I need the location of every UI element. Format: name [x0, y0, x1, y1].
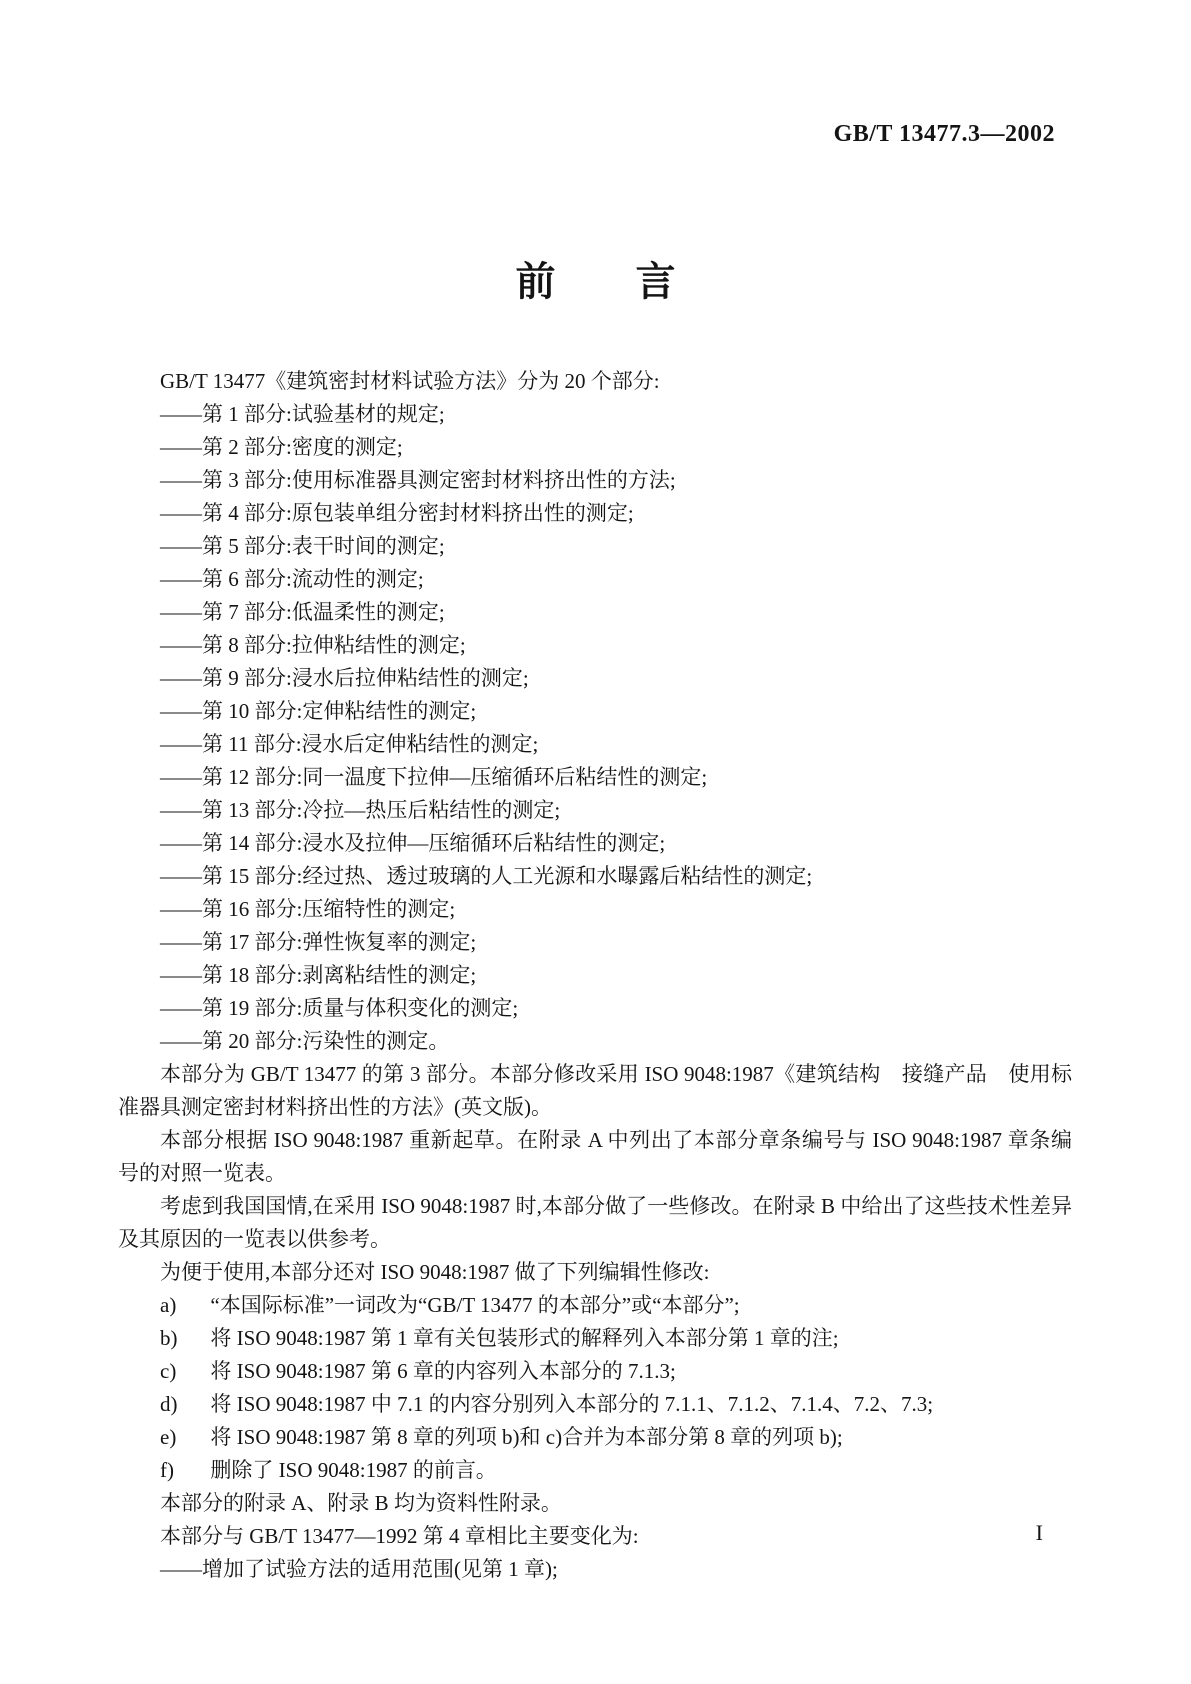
list-item-label: e)	[160, 1425, 177, 1449]
closing-paragraph: 本部分的附录 A、附录 B 均为资料性附录。	[160, 1491, 562, 1515]
foreword-paragraph: 本部分为 GB/T 13477 的第 3 部分。本部分修改采用 ISO 9048:1987《建筑结构 接缝产品 使用标准器具测定密封材料挤出性的方法》(英文版)。	[118, 1062, 1072, 1119]
part-list-item: ——第 19 部分:质量与体积变化的测定;	[160, 996, 519, 1020]
editorial-change-item	[118, 1322, 1072, 1355]
list-item-label: f)	[160, 1458, 174, 1482]
page-number: I	[1035, 1520, 1043, 1545]
editorial-change-item	[118, 1421, 1072, 1454]
part-list-item: ——第 2 部分:密度的测定;	[160, 435, 403, 459]
part-list-item: ——第 7 部分:低温柔性的测定;	[160, 600, 445, 624]
editorial-change-item	[118, 1388, 1072, 1421]
foreword-paragraph: 考虑到我国国情,在采用 ISO 9048:1987 时,本部分做了一些修改。在附录 B 中给出了这些技术性差异及其原因的一览表以供参考。	[118, 1194, 1072, 1251]
part-list-item: ——第 3 部分:使用标准器具测定密封材料挤出性的方法;	[160, 468, 676, 492]
part-list-item: ——第 11 部分:浸水后定伸粘结性的测定;	[160, 732, 539, 756]
part-list-item: ——第 9 部分:浸水后拉伸粘结性的测定;	[160, 666, 529, 690]
closing-paragraphs	[118, 1487, 1072, 1553]
part-list-item: ——第 1 部分:试验基材的规定;	[160, 402, 445, 426]
list-item-text: 将 ISO 9048:1987 中 7.1 的内容分别列入本部分的 7.1.1、7.1.2、7.1.4、7.2、7.3;	[210, 1392, 934, 1416]
part-list-item: ——第 15 部分:经过热、透过玻璃的人工光源和水曝露后粘结性的测定;	[160, 864, 813, 888]
revision-changes-list	[118, 1553, 1072, 1586]
list-item-text: 将 ISO 9048:1987 第 8 章的列项 b)和 c)合并为本部分第 8 章的列项 b);	[210, 1425, 843, 1449]
list-item-label: a)	[160, 1293, 177, 1317]
list-item-text: 将 ISO 9048:1987 第 6 章的内容列入本部分的 7.1.3;	[210, 1359, 676, 1383]
list-item-text: 删除了 ISO 9048:1987 的前言。	[210, 1458, 497, 1482]
editorial-change-item	[118, 1454, 1072, 1487]
list-item-label: d)	[160, 1392, 178, 1416]
part-list-item: ——第 4 部分:原包装单组分密封材料挤出性的测定;	[160, 501, 634, 525]
revision-change-item: ——增加了试验方法的适用范围(见第 1 章);	[160, 1557, 558, 1581]
part-list-item: ——第 16 部分:压缩特性的测定;	[160, 897, 456, 921]
standard-code-header: GB/T 13477.3—2002	[833, 121, 1055, 147]
list-item-label: b)	[160, 1326, 178, 1350]
part-list-item: ——第 8 部分:拉伸粘结性的测定;	[160, 633, 466, 657]
list-item-text: 将 ISO 9048:1987 第 1 章有关包装形式的解释列入本部分第 1 章的注;	[210, 1326, 839, 1350]
foreword-content	[118, 365, 1072, 1586]
closing-paragraph: 本部分与 GB/T 13477—1992 第 4 章相比主要变化为:	[160, 1524, 639, 1548]
part-list-item: ——第 6 部分:流动性的测定;	[160, 567, 424, 591]
part-list-item: ——第 18 部分:剥离粘结性的测定;	[160, 963, 477, 987]
list-item-label: c)	[160, 1359, 177, 1383]
parts-list	[118, 398, 1072, 1058]
page-title: 前 言	[515, 260, 676, 304]
editorial-change-item	[118, 1289, 1072, 1322]
foreword-paragraph: 为便于使用,本部分还对 ISO 9048:1987 做了下列编辑性修改:	[160, 1260, 710, 1284]
foreword-intro: GB/T 13477《建筑密封材料试验方法》分为 20 个部分:	[160, 369, 660, 393]
part-list-item: ——第 17 部分:弹性恢复率的测定;	[160, 930, 477, 954]
part-list-item: ——第 10 部分:定伸粘结性的测定;	[160, 699, 477, 723]
editorial-changes-list	[118, 1289, 1072, 1487]
part-list-item: ——第 14 部分:浸水及拉伸—压缩循环后粘结性的测定;	[160, 831, 666, 855]
part-list-item: ——第 20 部分:污染性的测定。	[160, 1029, 450, 1053]
part-list-item: ——第 13 部分:冷拉—热压后粘结性的测定;	[160, 798, 561, 822]
list-item-text: “本国际标准”一词改为“GB/T 13477 的本部分”或“本部分”;	[210, 1293, 740, 1317]
foreword-paragraphs	[118, 1058, 1072, 1289]
editorial-change-item	[118, 1355, 1072, 1388]
part-list-item: ——第 5 部分:表干时间的测定;	[160, 534, 445, 558]
foreword-paragraph: 本部分根据 ISO 9048:1987 重新起草。在附录 A 中列出了本部分章条编号与 ISO 9048:1987 章条编号的对照一览表。	[118, 1128, 1072, 1185]
part-list-item: ——第 12 部分:同一温度下拉伸—压缩循环后粘结性的测定;	[160, 765, 708, 789]
